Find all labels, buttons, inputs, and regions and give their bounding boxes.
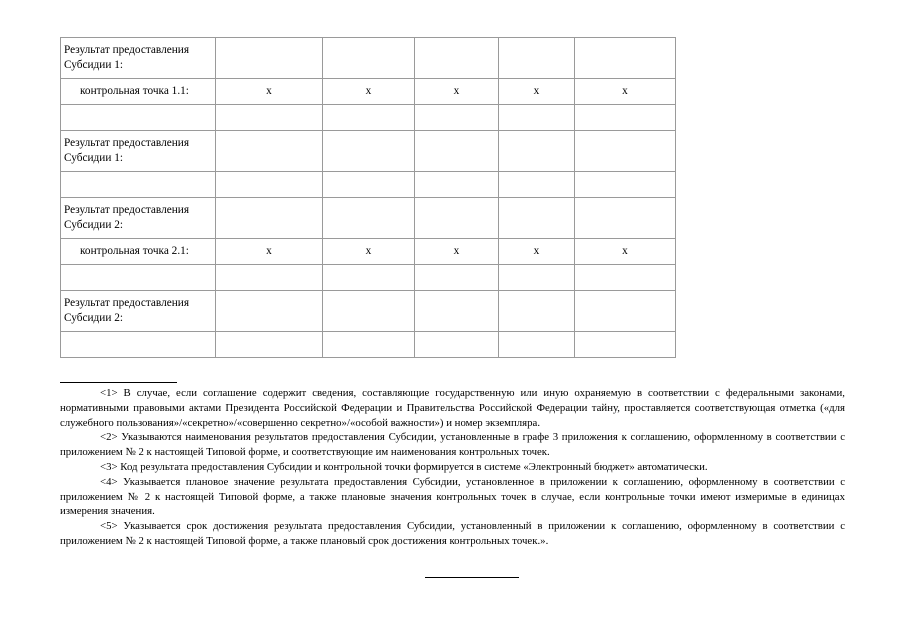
row-label: Результат предоставления Субсидии 1: [61, 38, 216, 79]
table-cell [575, 105, 676, 131]
row-label: Результат предоставления Субсидии 1: [61, 131, 216, 172]
footnote-5: <5> Указывается срок достижения результата предоставления Субсидии, установленный в приложении к соглашению, оформленному в соответствии с приложением № 2 к настоящей Типовой форме, а также плановый срок достижения контрольных точек.». [60, 520, 845, 547]
table-cell [216, 291, 323, 332]
row-label: контрольная точка 1.1: [61, 79, 216, 105]
table-row [61, 239, 676, 265]
footnote-4: <4> Указывается плановое значение результата предоставления Субсидии, установленное в приложении к соглашению, оформленному в соответствии с приложением № 2 к настоящей Типовой форме, а также плановые значения контрольных точек в случае, если контрольные точки имеют измеримые в единицах измерения значения. [60, 475, 845, 518]
table-cell: x [323, 79, 415, 105]
table-cell: x [415, 239, 499, 265]
row-label: Результат предоставления Субсидии 2: [61, 291, 216, 332]
table-cell [575, 291, 676, 332]
row-label [61, 172, 216, 198]
table-cell [323, 291, 415, 332]
table-cell [415, 131, 499, 172]
table-row [61, 265, 676, 291]
table-cell [216, 265, 323, 291]
table-cell [216, 105, 323, 131]
table-cell [575, 198, 676, 239]
table-cell [415, 172, 499, 198]
table-cell [216, 332, 323, 358]
table-cell [323, 172, 415, 198]
table-row [61, 332, 676, 358]
table-cell [575, 131, 676, 172]
table-cell: x [499, 79, 575, 105]
table-cell [415, 198, 499, 239]
row-label: Результат предоставления Субсидии 2: [61, 198, 216, 239]
results-table [60, 37, 676, 358]
table-row [61, 38, 676, 79]
table-row [61, 105, 676, 131]
table-cell [499, 105, 575, 131]
table-cell [415, 291, 499, 332]
table-cell [415, 105, 499, 131]
table-cell [415, 38, 499, 79]
table-cell: x [216, 79, 323, 105]
row-label [61, 332, 216, 358]
table-cell: x [216, 239, 323, 265]
table-cell [415, 265, 499, 291]
table-cell [323, 105, 415, 131]
table-cell [216, 198, 323, 239]
row-label [61, 105, 216, 131]
table-cell: x [499, 239, 575, 265]
footnotes [60, 386, 845, 549]
table-cell: x [575, 239, 676, 265]
end-separator [425, 577, 519, 578]
table-row [61, 291, 676, 332]
footnote-3: <3> Код результата предоставления Субсидии и контрольной точки формируется в системе «Электронный бюджет» автоматически. [100, 460, 708, 473]
table-cell [323, 198, 415, 239]
row-label: контрольная точка 2.1: [61, 239, 216, 265]
table-cell [323, 131, 415, 172]
table-row [61, 131, 676, 172]
table-row [61, 198, 676, 239]
table-cell [499, 265, 575, 291]
table-cell [499, 332, 575, 358]
table-row [61, 172, 676, 198]
table-cell [415, 332, 499, 358]
table-cell [216, 172, 323, 198]
table-cell: x [575, 79, 676, 105]
table-cell [499, 291, 575, 332]
table-cell [575, 38, 676, 79]
table-cell [575, 172, 676, 198]
footnote-1: <1> В случае, если соглашение содержит сведения, составляющие государственную или иную охраняемую в соответствии с федеральными законами, нормативными правовыми актами Президента Российской Федерации и Правительства Российской Федерации тайну, проставляется соответствующая отметка («для служебного пользования»/«секретно»/«совершенно секретно»/«особой важности») и номер экземпляра. [60, 387, 845, 429]
table-cell [216, 38, 323, 79]
table-cell [323, 332, 415, 358]
table-cell: x [323, 239, 415, 265]
table-cell [499, 38, 575, 79]
table-cell [499, 172, 575, 198]
table-cell [216, 131, 323, 172]
table-cell [323, 38, 415, 79]
row-label [61, 265, 216, 291]
table-cell [323, 265, 415, 291]
table-cell [499, 131, 575, 172]
table-cell: x [415, 79, 499, 105]
table-row [61, 79, 676, 105]
footnote-separator [60, 382, 177, 383]
table-cell [575, 265, 676, 291]
table-cell [499, 198, 575, 239]
footnote-2: <2> Указываются наименования результатов предоставления Субсидии, установленные в графе 3 приложения к соглашению, оформленному в соответствии с приложением № 2 к настоящей Типовой форме, и соответствующие им наименования контрольных точек. [60, 431, 845, 459]
table-cell [575, 332, 676, 358]
table-body [61, 38, 676, 358]
